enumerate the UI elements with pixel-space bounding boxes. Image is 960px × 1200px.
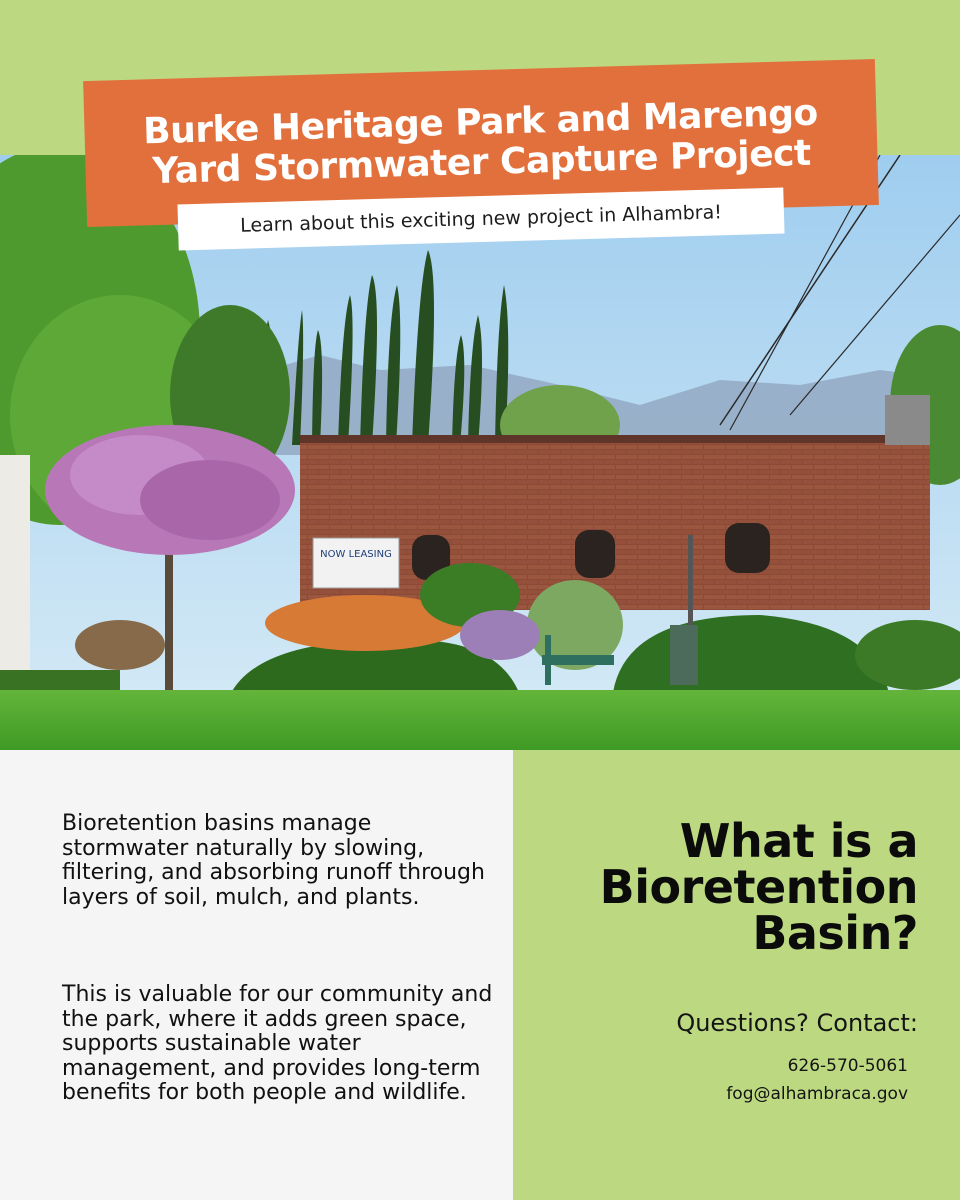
contact-label: Questions? Contact:	[676, 1009, 918, 1037]
contact-email[interactable]: fog@alhambraca.gov	[726, 1084, 908, 1104]
contact-phone[interactable]: 626-570-5061	[787, 1056, 908, 1076]
section-heading: What is a Bioretention Basin?	[599, 814, 918, 960]
now-leasing-sign: NOW LEASING	[320, 549, 392, 560]
body-paragraph-2: This is valuable for our community and the park, where it adds green space, supports sustainable water management, and provides long-term benefits for both people and wildlife.	[62, 982, 493, 1105]
body-paragraph-1: Bioretention basins manage stormwater naturally by slowing, filtering, and absorbing runoff through layers of soil, mulch, and plants.	[62, 811, 485, 910]
subtitle: Learn about this exciting new project in Alhambra!	[239, 201, 723, 237]
park-photo	[0, 155, 960, 750]
page-title: Burke Heritage Park and Marengo Yard Stormwater Capture Project	[142, 92, 819, 193]
